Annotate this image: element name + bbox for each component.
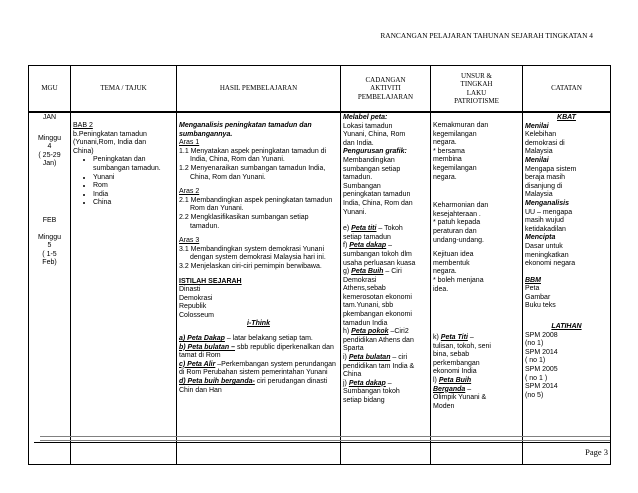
note-line: UU – mengapa xyxy=(525,208,573,216)
week-label: Minggu xyxy=(38,134,61,142)
note-line: Gambar xyxy=(525,293,551,301)
col-header-aktiviti-line: PEMBELAJARAN xyxy=(357,92,414,101)
value-line: Kejituan idea xyxy=(433,251,474,259)
note-line: meningkatkan xyxy=(525,251,569,259)
note-line: Malaysia xyxy=(525,191,553,199)
col-header-aktiviti xyxy=(341,66,431,113)
value-line: negara. xyxy=(433,268,457,276)
col-header-nilai-line: LAKU xyxy=(466,88,487,97)
col-header-nilai-line: UNSUR & xyxy=(461,71,492,80)
activity-line: Sumbangan xyxy=(343,182,381,190)
value-line: * patuh kepada xyxy=(433,219,481,227)
activity-line: India, China, Rom dan xyxy=(343,199,413,207)
col-header-aktiviti-line: AKTIVITI xyxy=(370,84,401,93)
level-label: Aras 2 xyxy=(179,188,200,196)
note-heading: Mencipta xyxy=(525,234,556,242)
activity-line: sumbangan setiap xyxy=(343,165,401,173)
activity-line: Demokrasi xyxy=(343,276,377,284)
map-text: – ciri xyxy=(390,354,408,362)
outcome-item: 3.1 Membandingkan system demokrasi Yunani dengan system demokrasi Malaysia hari ini. xyxy=(179,245,326,262)
exercise-line: (no 5) xyxy=(525,391,544,399)
activity-line: Sumbangan tokoh xyxy=(343,388,400,396)
map-marker: j) xyxy=(343,379,349,387)
value-line: Keharmonian dan xyxy=(433,202,489,210)
col-header-tema: TEMA / TAJUK xyxy=(71,66,177,113)
col-header-catatan: CATATAN xyxy=(523,66,611,113)
month-jan: JAN xyxy=(42,114,57,121)
note-line: beraja masih xyxy=(525,174,566,182)
term-item: Colosseum xyxy=(179,311,215,319)
note-heading: Menilai xyxy=(525,156,549,164)
activity-line: setiap bidang xyxy=(343,397,385,404)
value-line: idea. xyxy=(433,285,449,293)
activity-line: Membandingkan xyxy=(343,156,395,164)
map-label: Peta bulatan xyxy=(348,354,391,362)
ithink-heading: i-Think xyxy=(247,320,270,328)
page-number: Page 3 xyxy=(585,447,608,457)
map-marker: i) xyxy=(343,354,349,362)
map-text: – xyxy=(465,385,472,393)
topic-title: b.Peningkatan tamadun xyxy=(73,130,147,138)
thinking-map-item xyxy=(179,344,338,361)
activity-map-line xyxy=(343,268,428,277)
value-line: peraturan dan xyxy=(433,227,477,235)
topic-title: China) xyxy=(73,147,94,155)
thinking-map-item xyxy=(179,361,338,378)
note-line: Buku teks xyxy=(525,302,556,310)
activity-line: tamadun India xyxy=(343,319,388,327)
col-header-hasil: HASIL PEMBELAJARAN xyxy=(177,66,341,113)
activity-map-line xyxy=(343,380,428,389)
activity-line: Lokasi tamadun xyxy=(343,122,393,130)
activity-line: pendidikan Athens dan xyxy=(343,336,414,344)
value-line: Olimpik Yunani & xyxy=(433,394,487,402)
terms-heading: ISTILAH SEJARAH xyxy=(179,277,242,285)
note-line: Dasar untuk xyxy=(525,242,563,250)
map-label: Peta Buih xyxy=(351,268,384,276)
value-line: membentuk xyxy=(433,259,470,267)
activity-line: tamadun. xyxy=(343,174,373,182)
kbat-heading: KBAT xyxy=(557,114,576,121)
activity-heading: Melabel peta: xyxy=(343,114,388,121)
map-label: b) Peta bulatan – xyxy=(179,343,236,351)
value-line: Moden xyxy=(433,402,455,410)
exercise-line: (no 1) xyxy=(525,340,544,348)
value-map-line xyxy=(433,386,520,395)
exercise-line: ( no 1) xyxy=(525,357,546,365)
level-label: Aras 3 xyxy=(179,237,200,245)
topic-title: (Yunani,Rom, India dan xyxy=(73,139,147,147)
term-item: Dinasti xyxy=(179,286,201,294)
col-header-mgu: MGU xyxy=(29,66,71,113)
col-header-aktiviti-line: CADANGAN xyxy=(365,75,406,84)
map-label: Berganda xyxy=(433,385,466,393)
map-label: Peta dakap xyxy=(348,379,386,387)
tema-cell xyxy=(71,112,177,465)
activity-line: Yunani. xyxy=(343,208,367,216)
week-number: 4 xyxy=(47,143,52,151)
list-item: • Peningkatan dan sumbangan tamadun. xyxy=(93,156,174,173)
value-line: undang-undang. xyxy=(433,236,484,244)
outcome-item: 1.2 Menyenaraikan sumbangan tamadun India, China, Rom dan Yunani. xyxy=(179,164,326,181)
exercise-line: SPM 2014 xyxy=(525,348,558,356)
latihan-heading: LATIHAN xyxy=(551,323,582,331)
list-item: • China xyxy=(93,199,174,208)
exercise-line: SPM 2008 xyxy=(525,331,558,339)
exercise-line: ( no 1 ) xyxy=(525,374,548,382)
map-text: ciri perudangan dinasti Chin dan Han xyxy=(179,378,328,394)
level-label: Aras 1 xyxy=(179,139,200,147)
note-heading: Menganalisis xyxy=(525,199,569,207)
value-line: membina xyxy=(433,156,462,164)
bottom-double-rule xyxy=(40,436,610,441)
note-heading: Menilai xyxy=(525,122,549,130)
activity-line: pendidikan tam India & xyxy=(343,362,415,370)
note-line: Mengapa sistem xyxy=(525,165,577,173)
month-feb: FEB xyxy=(42,216,57,224)
outcome-item: 2.2 Mengklasifikasikan sumbangan setiap tamadun. xyxy=(179,213,309,230)
value-line: tulisan, tokoh, seni xyxy=(433,342,491,350)
activity-line: Athens,sebab xyxy=(343,285,386,293)
table-header-row xyxy=(29,66,611,113)
value-line: negara. xyxy=(433,173,457,181)
activity-line: Yunani, China, Rom xyxy=(343,131,406,139)
page-footer xyxy=(34,442,610,461)
lesson-plan-table xyxy=(28,65,611,465)
map-text: – xyxy=(386,242,393,250)
activity-heading: Pengurusan grafik: xyxy=(343,148,407,156)
note-line: demokrasi di xyxy=(525,139,565,147)
map-label: Peta titi xyxy=(351,225,377,233)
outcome-item: 3.2 Menjelaskan ciri-ciri pemimpin berwibawa. xyxy=(179,262,322,270)
col-header-nilai-line: PATRIOTISME xyxy=(454,97,499,105)
activity-map-line xyxy=(343,354,428,363)
map-text: – Tokoh xyxy=(376,225,403,233)
map-marker: l) xyxy=(433,377,439,385)
map-marker: e) xyxy=(343,225,352,233)
note-line: Malaysia xyxy=(525,148,553,156)
value-line: * boleh menjana xyxy=(433,276,484,284)
thinking-map-item xyxy=(179,378,338,395)
chapter-label: BAB 2 xyxy=(73,122,93,129)
value-line: * bersama xyxy=(433,147,465,155)
activity-line: setiap tamadun xyxy=(343,233,391,241)
activity-line: dan India. xyxy=(343,139,374,147)
catatan-cell xyxy=(523,112,611,465)
note-line: Peta xyxy=(525,285,540,293)
week-month: Jan) xyxy=(42,160,57,168)
outcome-heading: Menganalisis peningkatan tamadun dan xyxy=(179,122,312,129)
mgu-cell xyxy=(29,112,71,465)
value-line: perkembangan xyxy=(433,359,480,367)
week-range: ( 1-5 xyxy=(42,250,57,258)
topic-bullet-list xyxy=(73,156,174,208)
activity-line: tam.Yunani, sbb xyxy=(343,302,394,310)
week-number: 5 xyxy=(47,242,52,250)
activity-line: sumbangan tokoh dlm xyxy=(343,250,412,258)
note-line: ekonomi negara xyxy=(525,260,576,268)
activity-line: China xyxy=(343,371,362,379)
note-line: masih wujud xyxy=(525,217,564,225)
list-item: • Rom xyxy=(93,182,174,191)
map-label: c) Peta Alir xyxy=(179,360,216,368)
activity-map-line xyxy=(343,225,428,234)
map-text: – Ciri xyxy=(383,268,402,276)
note-line: disanjung di xyxy=(525,182,563,190)
activity-line: usaha perluasan kuasa xyxy=(343,259,416,267)
map-label: Peta Buih xyxy=(438,377,472,385)
thinking-map-item xyxy=(179,335,338,344)
map-marker: k) xyxy=(433,334,441,342)
map-label: Peta pokok xyxy=(351,328,389,336)
aktiviti-cell xyxy=(341,112,431,465)
value-line: negara. xyxy=(433,139,457,147)
exercise-line: SPM 2014 xyxy=(525,383,558,391)
value-line: ekonomi India xyxy=(433,368,477,376)
map-text: – xyxy=(467,334,474,342)
activity-map-line xyxy=(343,242,428,251)
activity-map-line xyxy=(343,328,428,337)
map-label: a) Peta Dakap xyxy=(179,335,225,343)
hasil-cell xyxy=(177,112,341,465)
week-month: Feb) xyxy=(42,259,57,267)
activity-line: peningkatan tamadun xyxy=(343,191,411,199)
value-line: Kemakmuran dan xyxy=(433,122,489,129)
value-line: kegemilangan xyxy=(433,130,477,138)
map-label: d) Peta buih berganda- xyxy=(179,378,255,386)
term-item: Republik xyxy=(179,303,207,311)
term-item: Demokrasi xyxy=(179,294,213,302)
note-line: Kelebihan xyxy=(525,131,557,139)
map-marker: g) xyxy=(343,268,352,276)
activity-line: kemerosotan ekonomi xyxy=(343,293,412,301)
value-line: kegemilangan xyxy=(433,164,477,172)
map-text: – latar belakang setiap tam. xyxy=(224,335,313,343)
list-item: • India xyxy=(93,191,174,200)
value-map-line xyxy=(433,377,520,386)
map-text: sbb republic diperkenalkan dan tamat di Rom xyxy=(179,343,334,360)
map-text: – xyxy=(385,379,392,387)
value-line: kesejahteraan . xyxy=(433,210,481,218)
week-range: ( 25-29 xyxy=(38,151,61,159)
outcome-item: 2.1 Membandingkan aspek peningkatan tamadun Rom dan Yunani. xyxy=(179,196,333,213)
table-row xyxy=(29,112,611,465)
exercise-line: SPM 2005 xyxy=(525,366,558,374)
map-label: Peta dakap xyxy=(349,242,387,250)
col-header-nilai xyxy=(431,66,523,113)
outcome-heading: sumbangannya. xyxy=(179,130,233,138)
value-line: bina, sebab xyxy=(433,351,470,359)
map-text: –Perkembangan system perundangan di Rom Perubahan sistem pemerintahan Yunani xyxy=(179,360,336,377)
note-line: ketidakadilan xyxy=(525,225,566,233)
value-map-line xyxy=(433,334,520,343)
map-label: Peta Titi xyxy=(440,334,468,342)
activity-line: pkembangan ekonomi xyxy=(343,311,412,319)
document-header: RANCANGAN PELAJARAN TAHUNAN SEJARAH TINGKATAN 4 xyxy=(380,31,593,40)
activity-line: Sparta xyxy=(343,345,364,353)
map-text: –Ciri2 xyxy=(388,328,409,336)
list-item: • Yunani xyxy=(93,174,174,183)
col-header-nilai-line: TINGKAH xyxy=(460,80,493,88)
outcome-item: 1.1 Menyatakan aspek peningkatan tamadun di India, China, Rom dan Yunani. xyxy=(179,147,327,164)
nilai-cell xyxy=(431,112,523,465)
week-label: Minggu xyxy=(38,233,61,241)
bbm-heading: BBM xyxy=(525,276,541,284)
map-marker: h) xyxy=(343,328,352,336)
map-marker: f) xyxy=(343,242,350,250)
